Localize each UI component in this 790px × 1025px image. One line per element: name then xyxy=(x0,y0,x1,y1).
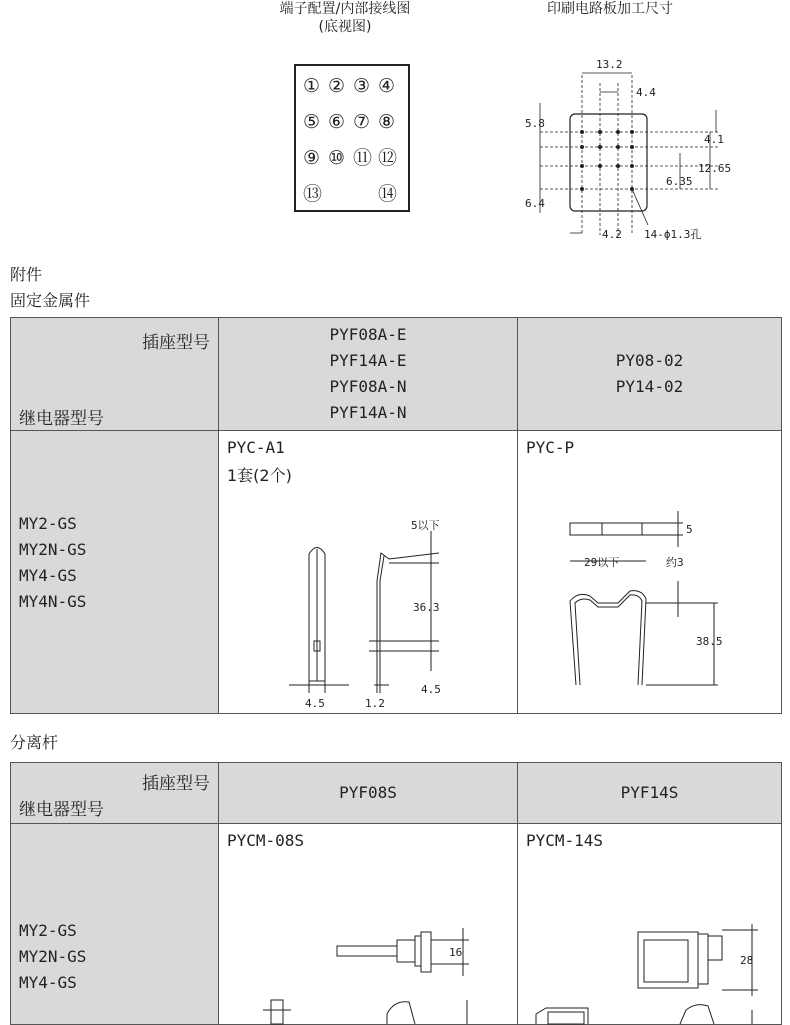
dim-5: 5 xyxy=(686,523,693,536)
relay-model: MY2-GS xyxy=(19,921,77,940)
pin-diagram-title-text: 端子配置/内部接线图 xyxy=(279,1,411,17)
lever-handle xyxy=(387,1002,415,1024)
pycm-14s-cell xyxy=(518,824,782,1025)
lever-col1-model xyxy=(219,763,518,824)
dim-16: 16 xyxy=(449,946,463,959)
relay-model: MY2N-GS xyxy=(19,947,87,966)
socket-model: PY08-02 xyxy=(615,351,684,370)
dim-1-2: 1.2 xyxy=(365,697,385,710)
col2-models-cell xyxy=(518,318,782,431)
pin-diagram xyxy=(294,64,410,212)
dim-6-4: 6.4 xyxy=(525,197,545,210)
pyc-p-drawing xyxy=(518,431,784,713)
lever-side-view xyxy=(271,1000,283,1024)
dim-28: 28 xyxy=(740,954,754,967)
bracket-top-view xyxy=(570,523,642,535)
socket-model: PYF08A-N xyxy=(329,377,407,396)
socket-model: PYF08A-E xyxy=(329,325,407,344)
dim-29-below: 29以下 xyxy=(584,556,620,569)
relay-list xyxy=(11,431,218,615)
lever-header-corner xyxy=(11,763,219,824)
pycm-08s-drawing xyxy=(219,824,517,1024)
lever14-handle xyxy=(680,1005,714,1024)
pcb-holes xyxy=(580,130,634,191)
dim-4-4: 4.4 xyxy=(636,86,656,99)
pycm-08s-cell xyxy=(219,824,518,1025)
socket-model: PYF14A-N xyxy=(329,403,407,422)
lever-col1-model-text: PYF08S xyxy=(339,783,397,802)
dim-4-1: 4.1 xyxy=(704,133,724,146)
socket-model: PYF14A-E xyxy=(329,351,407,370)
socket-label: 插座型号 xyxy=(142,333,210,353)
dim-5-below: 5以下 xyxy=(411,519,440,532)
pcb-title: 印刷电路板加工尺寸 xyxy=(547,1,673,17)
relay-model: MY4-GS xyxy=(19,566,77,585)
pin-7: ⑦ xyxy=(353,111,371,133)
pyc-a1-drawing xyxy=(219,431,517,713)
lever-relay-label: 继电器型号 xyxy=(19,800,104,820)
col1-model-list xyxy=(219,318,517,426)
lever-heading: 分离杆 xyxy=(10,733,59,752)
lever-relay-cell xyxy=(11,824,219,1025)
pyc-a1-qty: 1套(2个) xyxy=(227,466,292,485)
lever-shaft xyxy=(337,946,397,956)
pin-diagram-title xyxy=(255,0,435,36)
dim-5-8: 5.8 xyxy=(525,117,545,130)
lever-table xyxy=(10,762,782,1025)
hole-spec: 14-ϕ1.3孔 xyxy=(644,228,702,241)
bracket-profile xyxy=(377,553,389,681)
pin-2: ② xyxy=(328,75,346,97)
pin-1: ① xyxy=(303,75,321,97)
pyc-a1-part: PYC-A1 xyxy=(227,438,285,457)
pyc-p-part: PYC-P xyxy=(526,438,575,457)
relay-label: 继电器型号 xyxy=(19,409,104,429)
dim-about-3: 约3 xyxy=(666,556,684,569)
dim-12-65: 12.65 xyxy=(698,162,732,175)
lever-socket-label: 插座型号 xyxy=(142,774,210,794)
pyc-a1-cell xyxy=(219,431,518,714)
pin-8: ⑧ xyxy=(378,111,396,133)
pin-5: ⑤ xyxy=(303,111,321,133)
dim-4-5-b: 4.5 xyxy=(421,683,441,696)
dim-38-5: 38.5 xyxy=(696,635,723,648)
pycm-14s-part: PYCM-14S xyxy=(526,831,604,850)
relay-model: MY4N-GS xyxy=(19,592,87,611)
accessories-heading: 附件 xyxy=(10,265,43,284)
dim-13-2: 13.2 xyxy=(596,58,623,71)
pin-10: ⑩ xyxy=(328,147,346,169)
accessories-subheading: 固定金属件 xyxy=(10,291,91,310)
dim-4-2: 4.2 xyxy=(602,228,622,241)
dim-4-5-a: 4.5 xyxy=(305,697,325,710)
pin-9: ⑨ xyxy=(303,147,321,169)
col2-model-list xyxy=(518,318,781,400)
lever14-side-view xyxy=(536,1008,588,1024)
lever-col2-model-text: PYF14S xyxy=(620,783,679,802)
lever-relay-list xyxy=(11,824,218,996)
pcb-drawing xyxy=(520,55,750,250)
relay-model: MY4-GS xyxy=(19,973,77,992)
lever-col2-model xyxy=(518,763,782,824)
fixing-bracket-table xyxy=(10,317,782,714)
relay-model: MY2N-GS xyxy=(19,540,87,559)
pin-14: ⑭ xyxy=(378,183,398,205)
pycm-14s-drawing xyxy=(518,824,784,1024)
pin-12: ⑫ xyxy=(378,147,398,169)
pin-diagram-subtitle: (底视图) xyxy=(318,19,372,35)
header-corner-cell xyxy=(11,318,219,431)
pin-3: ③ xyxy=(353,75,371,97)
socket-model: PY14-02 xyxy=(615,377,684,396)
relay-model: MY2-GS xyxy=(19,514,77,533)
pin-6: ⑥ xyxy=(328,111,346,133)
pin-4: ④ xyxy=(378,75,396,97)
relay-cell xyxy=(11,431,219,714)
dim-36-3: 36.3 xyxy=(413,601,440,614)
pyc-p-cell xyxy=(518,431,782,714)
bracket-front-view xyxy=(570,591,646,685)
pin-11: ⑪ xyxy=(353,147,373,169)
dim-6-35: 6.35 xyxy=(666,175,693,188)
pin-13: ⑬ xyxy=(303,183,323,205)
col1-models-cell xyxy=(219,318,518,431)
pycm-08s-part: PYCM-08S xyxy=(227,831,305,850)
